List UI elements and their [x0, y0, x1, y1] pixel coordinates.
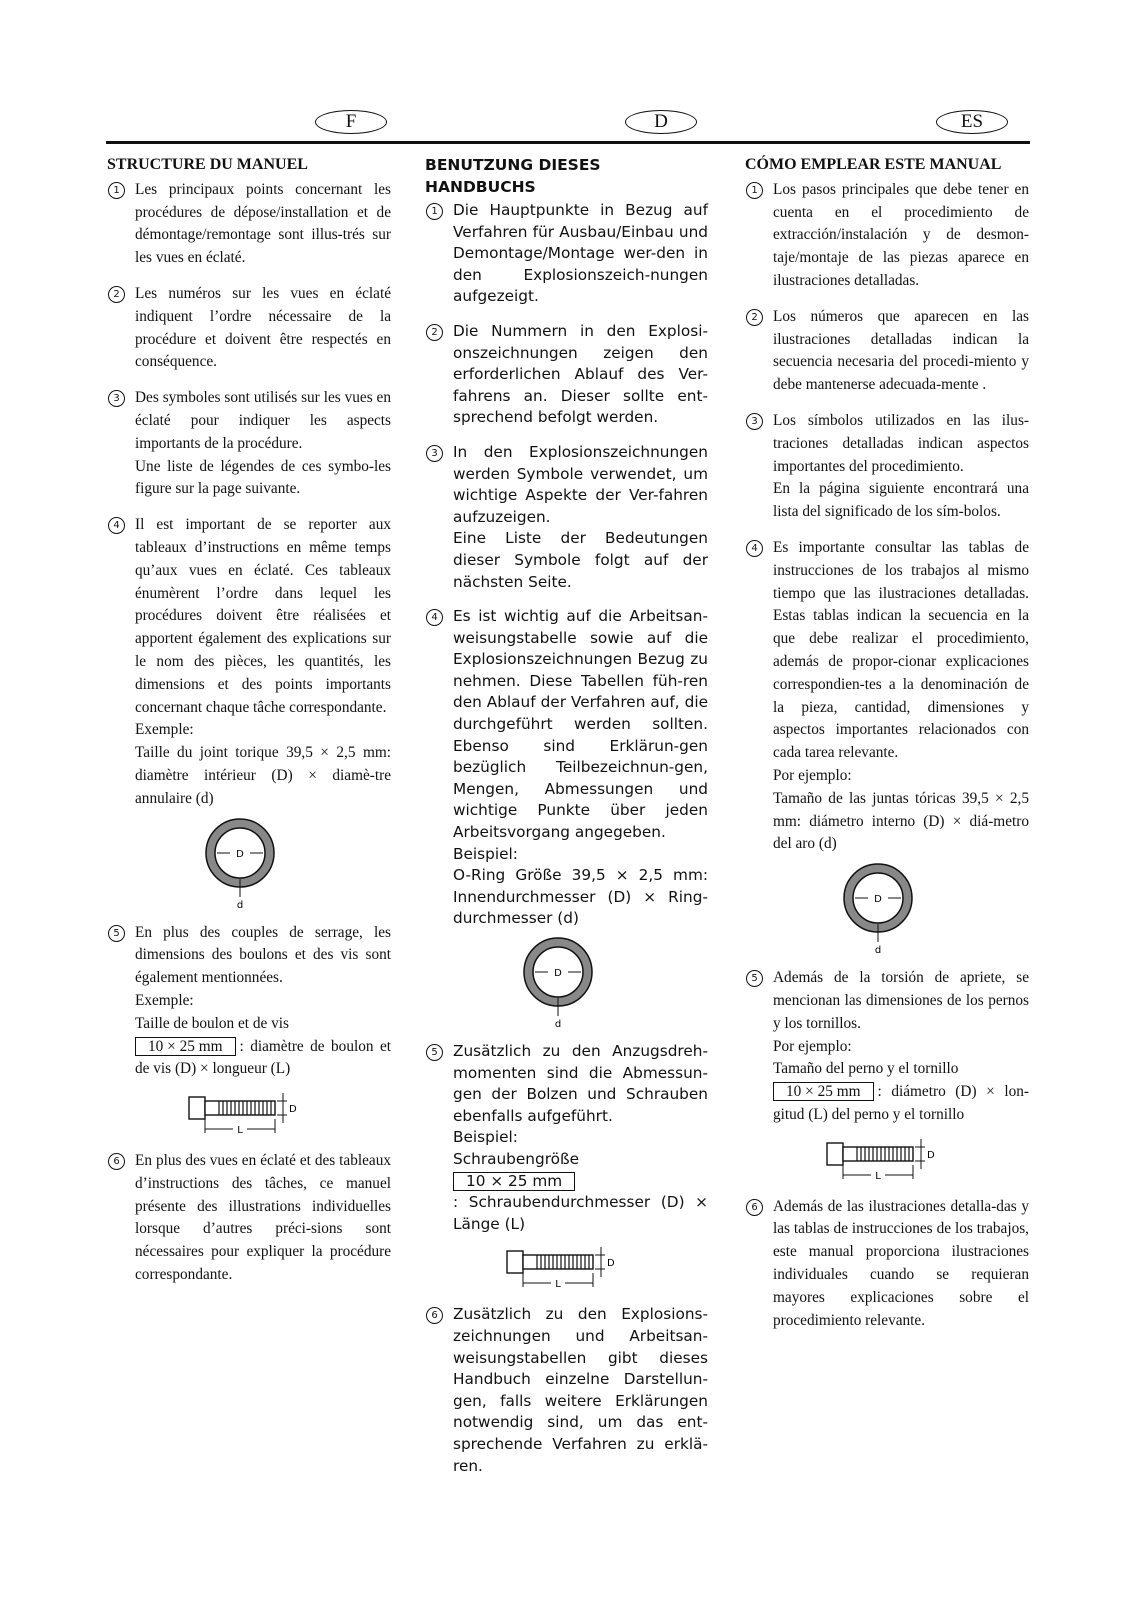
example-label: Por ejemplo:: [773, 766, 852, 784]
item-text: Es ist wichtig auf die Arbeitsan-weisungstabelle sowie auf die Explosionszeichnungen Bezug zu nehmen. Diese Tabellen füh-ren den Ablauf der Verfahren auf, die durchgeführt werden sollten. Ebenso sind Erklärun-gen bezüglich Teilbezeichnun-gen, Mengen, Abmessungen und wichtige Punkte über jeden Arbeitsvorgang angegeben.: [453, 607, 708, 842]
ring-inner-label: D: [874, 894, 882, 906]
bolt-len-label: L: [555, 1279, 561, 1291]
ring-outer-label: d: [554, 1019, 562, 1028]
item-number-icon: 3: [108, 390, 125, 407]
item-number-icon: 5: [108, 925, 125, 942]
ring-outer-label: d: [874, 945, 882, 955]
bolt-size-box: 10 × 25 mm: [773, 1082, 874, 1101]
example-label: Por ejemplo:: [773, 1037, 852, 1055]
list-item-fr-4: [107, 514, 391, 908]
item-text: Die Nummern in den Explosi-onszeichnungen zeigen den erforderlichen Ablauf des Ver-fahrens an. Dieser sollte ent-sprechend befolgt werden.: [453, 321, 708, 427]
list-item-de-3: [425, 442, 708, 593]
item-text: En plus des vues en éclaté et des tableaux d’instructions des tâches, ce manuel présente des illustrations individuelles lorsque d’autres préci-sions sont nécessaires pour expliquer la procédure correspondante.: [135, 1152, 391, 1284]
item-number-icon: 1: [108, 182, 125, 199]
item-text: : diámetro (D) × lon-gitud (L) del perno y el tornillo: [773, 1083, 1029, 1123]
ring-inner-label: D: [554, 968, 562, 979]
o-ring-diagram-icon: [523, 936, 613, 1028]
item-text: Taille du joint torique 39,5 × 2,5 mm: diamètre intérieur (D) × diamè-tre annulaire (d): [135, 744, 391, 807]
list-item-es-1: [745, 179, 1029, 293]
item-text: Des symboles sont utilisés sur les vues en éclaté pour indiquer les aspects importants de la procédure.: [135, 389, 391, 452]
list-item-es-3: [745, 410, 1029, 524]
item-text: Il est important de se reporter aux tableaux d’instructions en même temps qu’aux vues en éclaté. Ces tableaux énumèrent l’ordre dans lequel les procédures doivent être réalisées et apportent également des explications sur le nom des pièces, les quantités, les dimensions et des points importants concernant chaque tâche correspondante.: [135, 516, 391, 716]
item-text: Además de las ilustraciones detalla-das y las tablas de instrucciones de los trabajos, este manual proporciona ilustraciones individuales cuando se requieran mayores explicaciones sobre el procedimiento relevante.: [773, 1197, 1029, 1329]
item-text: : Schraubendurchmesser (D) × Länge (L): [453, 1193, 708, 1233]
item-text: Une liste de légendes de ces symbo-les figure sur la page suivante.: [135, 457, 391, 498]
list-item-de-2: [425, 321, 708, 429]
bolt-diagram-icon: [825, 1133, 945, 1183]
item-text: Además de la torsión de apriete, se mencionan las dimensiones de los pernos y los tornillos.: [773, 969, 1029, 1032]
item-number-icon: 6: [108, 1153, 125, 1170]
item-number-icon: 3: [426, 445, 443, 462]
ring-inner-label: D: [236, 848, 244, 860]
item-number-icon: 3: [746, 413, 763, 430]
item-text: O-Ring Größe 39,5 × 2,5 mm: Innendurchmesser (D) × Ring-durchmesser (d): [453, 866, 708, 928]
o-ring-diagram-icon: [205, 817, 295, 909]
bolt-diagram-icon: [505, 1241, 625, 1291]
list-item-de-6: [425, 1304, 708, 1477]
column-spanish: [745, 154, 1029, 1345]
item-text: Tamaño del perno y el tornillo: [773, 1060, 959, 1078]
list-item-fr-3: [107, 387, 391, 501]
bolt-diagram-icon: [187, 1087, 307, 1137]
item-text: In den Explosionszeichnungen werden Symbole verwendet, um wichtige Aspekte der Ver-fahren aufzuzeigen.: [453, 442, 708, 526]
item-number-icon: 5: [426, 1044, 443, 1061]
item-text: Zusätzlich zu den Anzugsdreh-momenten sind die Abmessun-gen der Bolzen und Schrauben ebenfalls aufgeführt.: [453, 1042, 708, 1125]
item-text: En la página siguiente encontrará una lista del significado de los sím-bolos.: [773, 480, 1029, 521]
list-item-es-5: [745, 967, 1029, 1183]
item-text: Tamaño de las juntas tóricas 39,5 × 2,5 mm: diámetro interno (D) × diá-metro del aro (d): [773, 789, 1029, 853]
item-number-icon: 2: [746, 309, 763, 326]
list-item-de-5: [425, 1041, 708, 1291]
item-number-icon: 4: [108, 517, 125, 534]
item-text: Schraubengröße: [453, 1149, 580, 1168]
item-text: Zusätzlich zu den Explosions-zeichnungen und Arbeitsan-weisungstabellen gibt dieses Handbuch einzelne Darstellun-gen, falls weitere Erklärungen notwendig sind, um das ent-sprechende Verfahren zu erklä-ren.: [453, 1305, 708, 1475]
list-item-fr-6: [107, 1150, 391, 1287]
language-badge-f: F: [315, 110, 387, 134]
o-ring-diagram-icon: [843, 862, 933, 954]
list-item-de-1: [425, 200, 708, 308]
item-number-icon: 1: [426, 203, 443, 220]
section-title-fr: STRUCTURE DU MANUEL: [107, 156, 308, 173]
bolt-size-line: [135, 1036, 391, 1082]
bolt-size-box: 10 × 25 mm: [453, 1172, 575, 1191]
column-german: [425, 154, 708, 1490]
item-number-icon: 4: [426, 609, 443, 626]
list-item-fr-1: [107, 179, 391, 270]
column-french: [107, 154, 391, 1300]
item-text: : diamètre de boulon et de vis (D) × longueur (L): [135, 1037, 391, 1078]
item-text: Los símbolos utilizados en las ilus-traciones detalladas indican aspectos importantes del procedimiento.: [773, 411, 1029, 475]
list-item-de-4: [425, 606, 708, 1028]
list-item-fr-5: [107, 922, 391, 1138]
item-number-icon: 1: [746, 182, 763, 199]
example-label: Beispiel:: [453, 844, 518, 863]
item-number-icon: 6: [746, 1199, 763, 1216]
item-text: Los números que aparecen en las ilustraciones detalladas indican la secuencia necesaria del procedi-miento y debe mantenerse adecuada-mente .: [773, 307, 1029, 394]
bolt-size-box: 10 × 25 mm: [135, 1037, 236, 1056]
item-number-icon: 2: [426, 324, 443, 341]
item-text: Eine Liste der Bedeutungen dieser Symbole folgt auf der nächsten Seite.: [453, 529, 708, 591]
item-text: Es importante consultar las tablas de instrucciones de los trabajos al mismo tiempo que las ilustraciones detalladas. Estas tablas indican la secuencia en la que debe realizar el procedimiento, además de propor-cionar explicaciones correspondien-tes a la denominación de la pieza, cantidad, dimensiones y aspectos importantes relacionados con cada tarea relevante.: [773, 538, 1029, 762]
item-text: En plus des couples de serrage, les dimensions des boulons et des vis sont également mentionnées.: [135, 923, 391, 987]
bolt-dia-label: D: [607, 1258, 615, 1270]
bolt-size-line: [773, 1081, 1029, 1127]
list-item-es-2: [745, 306, 1029, 397]
bolt-size-line: [453, 1149, 708, 1192]
section-title-de: BENUTZUNG DIESES HANDBUCHS: [425, 156, 601, 196]
header-rule: [106, 141, 1030, 144]
item-number-icon: 5: [746, 970, 763, 987]
example-label: Exemple:: [135, 721, 194, 739]
bolt-len-label: L: [875, 1170, 881, 1182]
item-text: Los pasos principales que debe tener en cuenta en el procedimiento de extracción/instalación y de desmon-taje/montaje de las piezas aparece en ilustraciones detalladas.: [773, 180, 1029, 289]
item-text: Taille de boulon et de vis: [135, 1014, 289, 1032]
bolt-dia-label: D: [927, 1149, 935, 1161]
item-text: Die Hauptpunkte in Bezug auf Verfahren für Ausbau/Einbau und Demontage/Montage wer-den in den Explosionszeich-nungen aufgezeigt.: [453, 201, 708, 306]
list-item-es-4: [745, 537, 1029, 954]
section-title-es: CÓMO EMPLEAR ESTE MANUAL: [745, 156, 1002, 173]
list-item-es-6: [745, 1196, 1029, 1333]
example-label: Exemple:: [135, 991, 194, 1009]
list-item-fr-2: [107, 283, 391, 374]
item-number-icon: 2: [108, 286, 125, 303]
item-text: Les principaux points concernant les procédures de dépose/installation et de démontage/remontage sont illus-trés sur les vues en éclaté.: [135, 180, 391, 267]
item-text: Les numéros sur les vues en éclaté indiquent l’ordre nécessaire de la procédure et doivent être respectés en conséquence.: [135, 284, 391, 371]
item-number-icon: 4: [746, 540, 763, 557]
bolt-len-label: L: [237, 1125, 243, 1137]
bolt-dia-label: D: [289, 1104, 297, 1116]
example-label: Beispiel:: [453, 1128, 518, 1147]
item-number-icon: 6: [426, 1307, 443, 1324]
language-badge-d: D: [625, 110, 697, 134]
language-badge-es: ES: [936, 110, 1008, 134]
ring-outer-label: d: [236, 899, 244, 909]
